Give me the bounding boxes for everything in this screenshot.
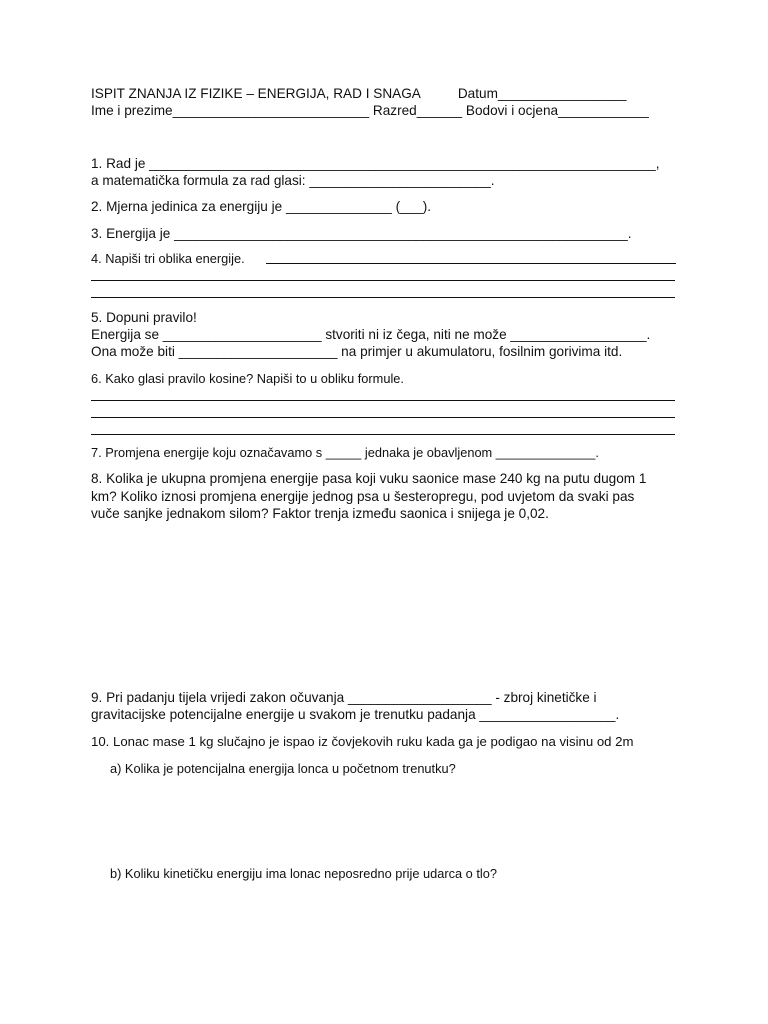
question-5-line-2: Ona može biti _____________________ na primjer u akumulatoru, fosilnim gorivima itd. <box>91 344 623 359</box>
question-5-line-1: Energija se _____________________ stvoriti ni iz čega, niti ne može __________________. <box>91 327 651 342</box>
question-9-line-2: gravitacijske potencijalne energije u svakom je trenutku padanja __________________. <box>91 707 620 722</box>
question-1-line-1: 1. Rad je ___________________________________________________________________, <box>91 156 660 171</box>
question-2: 2. Mjerna jedinica za energiju je ______________ (___). <box>91 199 432 214</box>
question-9-line-1: 9. Pri padanju tijela vrijedi zakon očuvanja ___________________ - zbroj kinetičke i <box>91 690 597 705</box>
header-title: ISPIT ZNANJA IZ FIZIKE – ENERGIJA, RAD I SNAGA Datum_________________ <box>91 86 627 101</box>
answer-line <box>91 280 675 281</box>
question-5-title: 5. Dopuni pravilo! <box>91 310 197 325</box>
question-1-line-2: a matematička formula za rad glasi: ________________________. <box>91 173 495 188</box>
question-10: 10. Lonac mase 1 kg slučajno je ispao iz čovjekovih ruku kada ga je podigao na visinu od 2m <box>91 734 634 749</box>
question-8-line-3: vuče sanjke jednakom silom? Faktor trenja između saonica i snijega je 0,02. <box>91 506 549 521</box>
question-10a: a) Kolika je potencijalna energija lonca u početnom trenutku? <box>110 761 456 776</box>
question-4: 4. Napiši tri oblika energije. <box>91 251 245 266</box>
question-8-line-2: km? Koliko iznosi promjena energije jednog psa u šesteropregu, pod uvjetom da svaki pas <box>91 489 635 504</box>
question-8-line-1: 8. Kolika je ukupna promjena energije pasa koji vuku saonice mase 240 kg na putu dugom 1 <box>91 471 647 486</box>
answer-line <box>91 417 675 418</box>
answer-line <box>91 400 675 401</box>
question-10b: b) Koliku kinetičku energiju ima lonac neposredno prije udarca o tlo? <box>110 866 497 881</box>
answer-line <box>91 434 675 435</box>
question-6: 6. Kako glasi pravilo kosine? Napiši to u obliku formule. <box>91 371 404 386</box>
question-7: 7. Promjena energije koju označavamo s _____ jednaka je obavljenom ______________. <box>91 445 599 460</box>
header-student-info: Ime i prezime__________________________ Razred______ Bodovi i ocjena____________ <box>91 103 649 118</box>
answer-line <box>91 297 675 298</box>
answer-line <box>266 263 676 264</box>
question-3: 3. Energija je ____________________________________________________________. <box>91 226 632 241</box>
